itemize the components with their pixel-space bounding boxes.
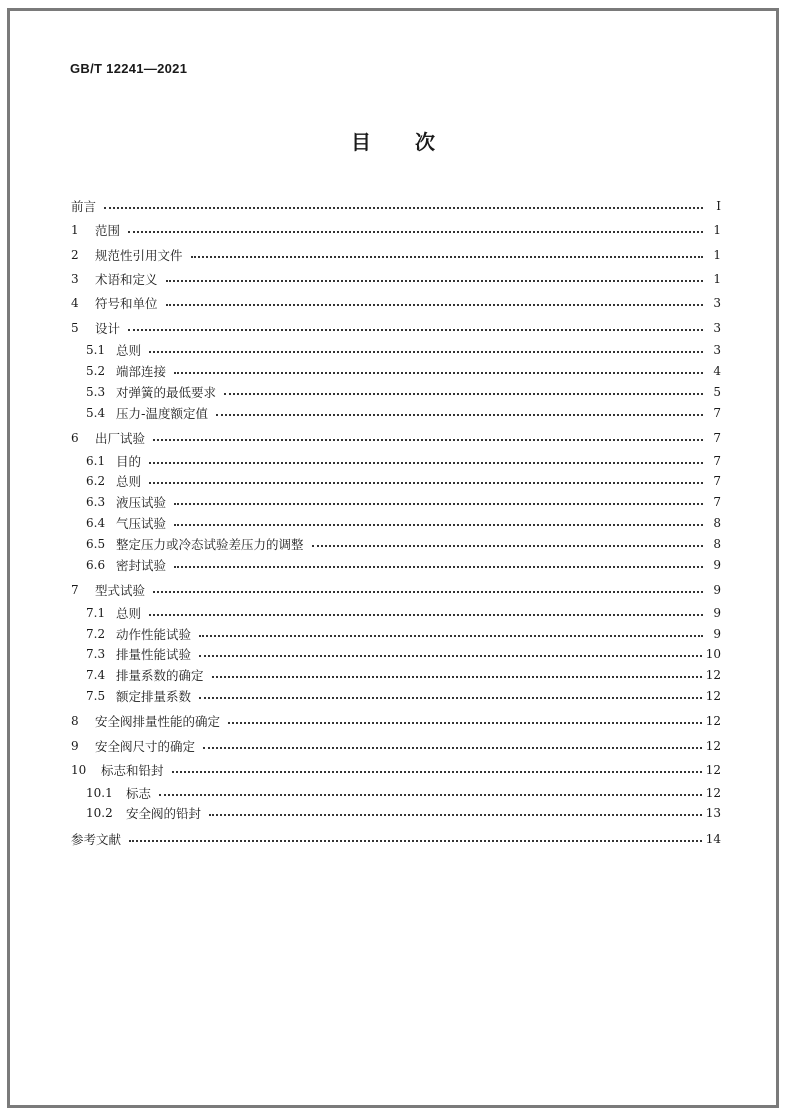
- toc-entry-label: 排量系数的确定: [116, 668, 204, 684]
- toc-entry-number: 10.1: [86, 785, 113, 800]
- toc-entry-number: 6.1: [86, 453, 106, 468]
- toc-leader-dots: [153, 591, 703, 593]
- toc-entry-label: 标志: [126, 785, 152, 801]
- toc-entry-page: 12: [705, 738, 721, 753]
- toc-leader-dots: [129, 840, 702, 842]
- toc-leader-dots: [199, 697, 702, 699]
- toc-entry-label: 规范性引用文件: [95, 247, 183, 263]
- toc-entry-number: 7.1: [86, 605, 106, 620]
- toc-leader-dots: [203, 747, 702, 749]
- toc-entry[interactable]: [71, 450, 721, 471]
- toc-entry-label: 安全阀尺寸的确定: [95, 738, 196, 754]
- toc-entry-page: 7: [713, 474, 721, 489]
- toc-leader-dots: [174, 524, 703, 526]
- toc-entry-page: 7: [713, 453, 721, 468]
- toc-entry[interactable]: [71, 471, 721, 492]
- toc-entry-label: 总则: [116, 605, 142, 621]
- toc-entry-label: 总则: [116, 474, 142, 490]
- toc-entry-number: 6: [71, 431, 79, 446]
- toc-leader-dots: [172, 771, 702, 773]
- toc-entry-number: 7.2: [86, 626, 106, 641]
- toc-leader-dots: [174, 566, 703, 568]
- toc-entry-number: 6.5: [86, 536, 106, 551]
- toc-entry-label: 型式试验: [95, 583, 146, 599]
- toc-entry-label: 设计: [95, 320, 121, 336]
- toc-leader-dots: [199, 655, 702, 657]
- table-of-contents: [71, 194, 721, 851]
- toc-entry-page: 8: [713, 536, 721, 551]
- toc-entry[interactable]: [71, 513, 721, 534]
- toc-entry[interactable]: [71, 554, 721, 575]
- toc-entry-number: 5: [71, 320, 79, 335]
- toc-entry-number: 3: [71, 272, 79, 287]
- toc-entry-label: 动作性能试验: [116, 626, 192, 642]
- toc-entry-number: 5.4: [86, 405, 106, 420]
- toc-entry[interactable]: [71, 734, 721, 758]
- toc-entry-number: 8: [71, 714, 79, 729]
- toc-entry[interactable]: [71, 267, 721, 291]
- document-page: [7, 8, 779, 1108]
- toc-entry[interactable]: [71, 194, 721, 218]
- toc-entry-page: 12: [705, 668, 721, 683]
- page-title: [10, 126, 776, 155]
- toc-leader-dots: [212, 676, 702, 678]
- toc-leader-dots: [174, 372, 703, 374]
- toc-entry-page: 3: [713, 343, 721, 358]
- toc-leader-dots: [199, 635, 703, 637]
- toc-entry-page: 1: [713, 272, 721, 287]
- toc-entry[interactable]: [71, 665, 721, 686]
- toc-entry-page: Ⅰ: [716, 199, 721, 214]
- toc-entry-number: 6.2: [86, 474, 106, 489]
- toc-leader-dots: [224, 393, 703, 395]
- toc-entry[interactable]: [71, 623, 721, 644]
- toc-entry-page: 7: [713, 431, 721, 446]
- toc-entry-page: 9: [713, 605, 721, 620]
- toc-entry[interactable]: [71, 243, 721, 267]
- toc-entry-number: 2: [71, 247, 79, 262]
- toc-entry-page: 8: [713, 516, 721, 531]
- toc-entry-number: 7.4: [86, 668, 106, 683]
- toc-entry-number: 4: [71, 296, 79, 311]
- toc-entry-page: 7: [713, 405, 721, 420]
- toc-entry-label: 范围: [95, 223, 121, 239]
- toc-entry[interactable]: [71, 602, 721, 623]
- toc-entry-page: 4: [713, 363, 721, 378]
- toc-entry[interactable]: [71, 827, 721, 851]
- toc-leader-dots: [159, 794, 702, 796]
- toc-entry-label: 密封试验: [116, 557, 167, 573]
- toc-entry[interactable]: [71, 426, 721, 450]
- toc-leader-dots: [228, 722, 702, 724]
- toc-entry[interactable]: [71, 218, 721, 242]
- toc-entry-page: 12: [705, 714, 721, 729]
- toc-leader-dots: [149, 614, 703, 616]
- toc-entry-number: 10.2: [86, 806, 113, 821]
- toc-entry[interactable]: [71, 361, 721, 382]
- toc-entry-number: 6.4: [86, 516, 106, 531]
- toc-entry-number: 5.2: [86, 363, 106, 378]
- title-char-1: 目: [351, 130, 371, 154]
- toc-entry-page: 13: [705, 806, 721, 821]
- toc-entry-label: 端部连接: [116, 363, 167, 379]
- toc-entry-page: 3: [713, 296, 721, 311]
- toc-entry[interactable]: [71, 782, 721, 803]
- toc-entry-page: 10: [705, 647, 721, 662]
- toc-leader-dots: [191, 256, 703, 258]
- toc-entry-label: 术语和定义: [95, 272, 158, 288]
- toc-entry-label: 气压试验: [116, 516, 167, 532]
- toc-entry-number: 1: [71, 223, 79, 238]
- toc-leader-dots: [104, 207, 703, 209]
- toc-entry[interactable]: [71, 686, 721, 707]
- toc-entry-page: 1: [713, 247, 721, 262]
- toc-entry-page: 9: [713, 626, 721, 641]
- toc-entry-number: 9: [71, 738, 79, 753]
- toc-entry[interactable]: [71, 492, 721, 513]
- toc-entry[interactable]: [71, 533, 721, 554]
- toc-entry-label: 压力-温度额定值: [116, 405, 209, 421]
- toc-entry-label: 参考文献: [71, 831, 122, 847]
- toc-entry[interactable]: [71, 402, 721, 423]
- standard-code: GB/T 12241—2021: [70, 61, 188, 76]
- toc-leader-dots: [166, 304, 703, 306]
- toc-leader-dots: [149, 462, 703, 464]
- toc-entry[interactable]: [71, 315, 721, 339]
- toc-entry-number: 6.6: [86, 557, 106, 572]
- toc-leader-dots: [166, 280, 703, 282]
- toc-entry-number: 5.3: [86, 384, 106, 399]
- toc-entry-label: 目的: [116, 453, 142, 469]
- toc-entry[interactable]: [71, 291, 721, 315]
- toc-entry-label: 整定压力或冷态试验差压力的调整: [116, 536, 304, 552]
- toc-entry-page: 12: [705, 763, 721, 778]
- toc-entry-page: 9: [713, 557, 721, 572]
- toc-entry-page: 14: [705, 831, 721, 846]
- toc-entry-number: 10: [71, 763, 87, 778]
- toc-leader-dots: [149, 482, 703, 484]
- toc-entry-number: 5.1: [86, 343, 106, 358]
- toc-entry-page: 5: [713, 384, 721, 399]
- toc-leader-dots: [128, 231, 703, 233]
- toc-leader-dots: [153, 439, 703, 441]
- toc-entry[interactable]: [71, 381, 721, 402]
- toc-entry-number: 7: [71, 583, 79, 598]
- toc-entry-label: 排量性能试验: [116, 647, 192, 663]
- toc-entry[interactable]: [71, 709, 721, 733]
- toc-entry-number: 7.5: [86, 688, 106, 703]
- toc-entry-label: 前言: [71, 199, 97, 215]
- toc-entry-label: 对弹簧的最低要求: [116, 384, 217, 400]
- toc-entry-number: 7.3: [86, 647, 106, 662]
- toc-entry-label: 安全阀的铅封: [126, 806, 202, 822]
- toc-entry-page: 12: [705, 785, 721, 800]
- toc-entry-label: 液压试验: [116, 495, 167, 511]
- toc-entry-label: 符号和单位: [95, 296, 158, 312]
- toc-entry-page: 7: [713, 495, 721, 510]
- toc-entry-page: 3: [713, 320, 721, 335]
- toc-entry-page: 9: [713, 583, 721, 598]
- toc-leader-dots: [149, 351, 703, 353]
- toc-leader-dots: [209, 814, 702, 816]
- toc-leader-dots: [216, 414, 703, 416]
- toc-entry[interactable]: [71, 578, 721, 602]
- toc-entry-number: 6.3: [86, 495, 106, 510]
- toc-entry[interactable]: [71, 340, 721, 361]
- toc-entry-page: 1: [713, 223, 721, 238]
- toc-leader-dots: [128, 329, 703, 331]
- toc-entry-page: 12: [705, 688, 721, 703]
- toc-entry[interactable]: [71, 758, 721, 782]
- toc-entry-label: 标志和铅封: [101, 763, 164, 779]
- toc-entry-label: 额定排量系数: [116, 688, 192, 704]
- toc-entry-label: 出厂试验: [95, 431, 146, 447]
- toc-entry[interactable]: [71, 644, 721, 665]
- toc-entry[interactable]: [71, 803, 721, 824]
- toc-entry-label: 总则: [116, 343, 142, 359]
- toc-leader-dots: [174, 503, 703, 505]
- toc-leader-dots: [312, 545, 703, 547]
- toc-entry-label: 安全阀排量性能的确定: [95, 714, 221, 730]
- title-char-2: 次: [415, 130, 435, 154]
